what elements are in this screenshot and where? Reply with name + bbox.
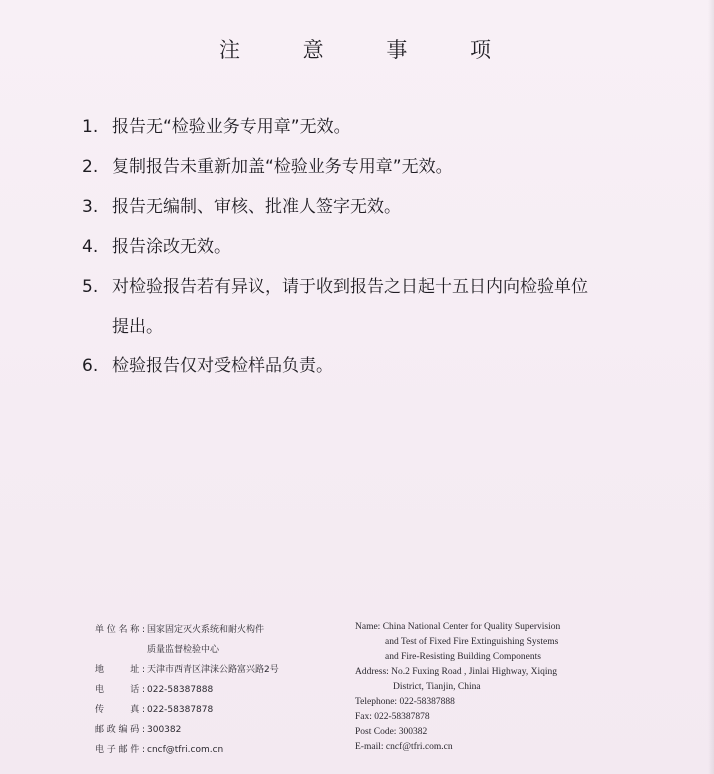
note-item: [82, 277, 642, 337]
en-name-line2: and Test of Fixed Fire Extinguishing Systems: [385, 637, 559, 647]
email-row: [95, 740, 279, 760]
en-fax: Fax: 022-58387878: [355, 712, 430, 722]
note-text: 报告涂改无效。: [112, 237, 231, 257]
fax-label: 传 真:: [95, 705, 145, 715]
en-name-line1: Name: China National Center for Quality Supervision: [355, 622, 561, 632]
unit-row: [95, 620, 279, 640]
note-number: 2.: [82, 157, 99, 177]
address-row: [95, 660, 279, 680]
unit-value-line2: 质量监督检验中心: [147, 645, 220, 655]
note-text: 检验报告仅对受检样品负责。: [112, 356, 333, 376]
contact-info-english: [355, 620, 560, 755]
note-number: 6.: [82, 356, 99, 376]
en-postcode: Post Code: 300382: [355, 727, 428, 737]
phone-value: 022-58387888: [147, 685, 214, 695]
contact-info-chinese: [95, 620, 279, 760]
notes-list: [82, 117, 642, 396]
note-item: [82, 237, 642, 258]
unit-value: 国家固定灭火系统和耐火构件: [147, 625, 265, 635]
en-name-line3: and Fire-Resisting Building Components: [385, 652, 541, 662]
unit-row-continued: [95, 640, 279, 660]
page-title: 注 意 事 项: [218, 38, 520, 62]
note-item: [82, 356, 642, 377]
postcode-label: 邮政编码:: [95, 725, 145, 735]
address-value: 天津市西青区津涞公路富兴路2号: [147, 665, 279, 675]
address-label: 地 址:: [95, 665, 145, 675]
postcode-row: [95, 720, 279, 740]
note-number: 1.: [82, 117, 99, 137]
en-address-line1: Address: No.2 Fuxing Road , Jinlai Highway, Xiqing: [355, 667, 558, 677]
note-item: [82, 197, 642, 218]
unit-label: 单位名称:: [95, 625, 145, 635]
phone-row: [95, 680, 279, 700]
phone-label: 电 话:: [95, 685, 145, 695]
note-text: 对检验报告若有异议，请于收到报告之日起十五日内向检验单位提出。: [112, 277, 588, 337]
note-number: 5.: [82, 277, 99, 297]
postcode-value: 300382: [147, 725, 182, 735]
note-text: 报告无“检验业务专用章”无效。: [112, 117, 351, 137]
note-text: 复制报告未重新加盖“检验业务专用章”无效。: [112, 157, 453, 177]
en-address-line2: District, Tianjin, China: [393, 682, 481, 692]
en-email: E-mail: cncf@tfri.com.cn: [355, 742, 453, 752]
note-item: [82, 157, 642, 178]
fax-value: 022-58387878: [147, 705, 214, 715]
note-number: 3.: [82, 197, 99, 217]
note-item: [82, 117, 642, 138]
email-value: cncf@tfri.com.cn: [147, 745, 224, 755]
email-label: 电子邮件:: [95, 745, 145, 755]
note-text: 报告无编制、审核、批准人签字无效。: [112, 197, 401, 217]
note-number: 4.: [82, 237, 99, 257]
en-telephone: Telephone: 022-58387888: [355, 697, 455, 707]
fax-row: [95, 700, 279, 720]
